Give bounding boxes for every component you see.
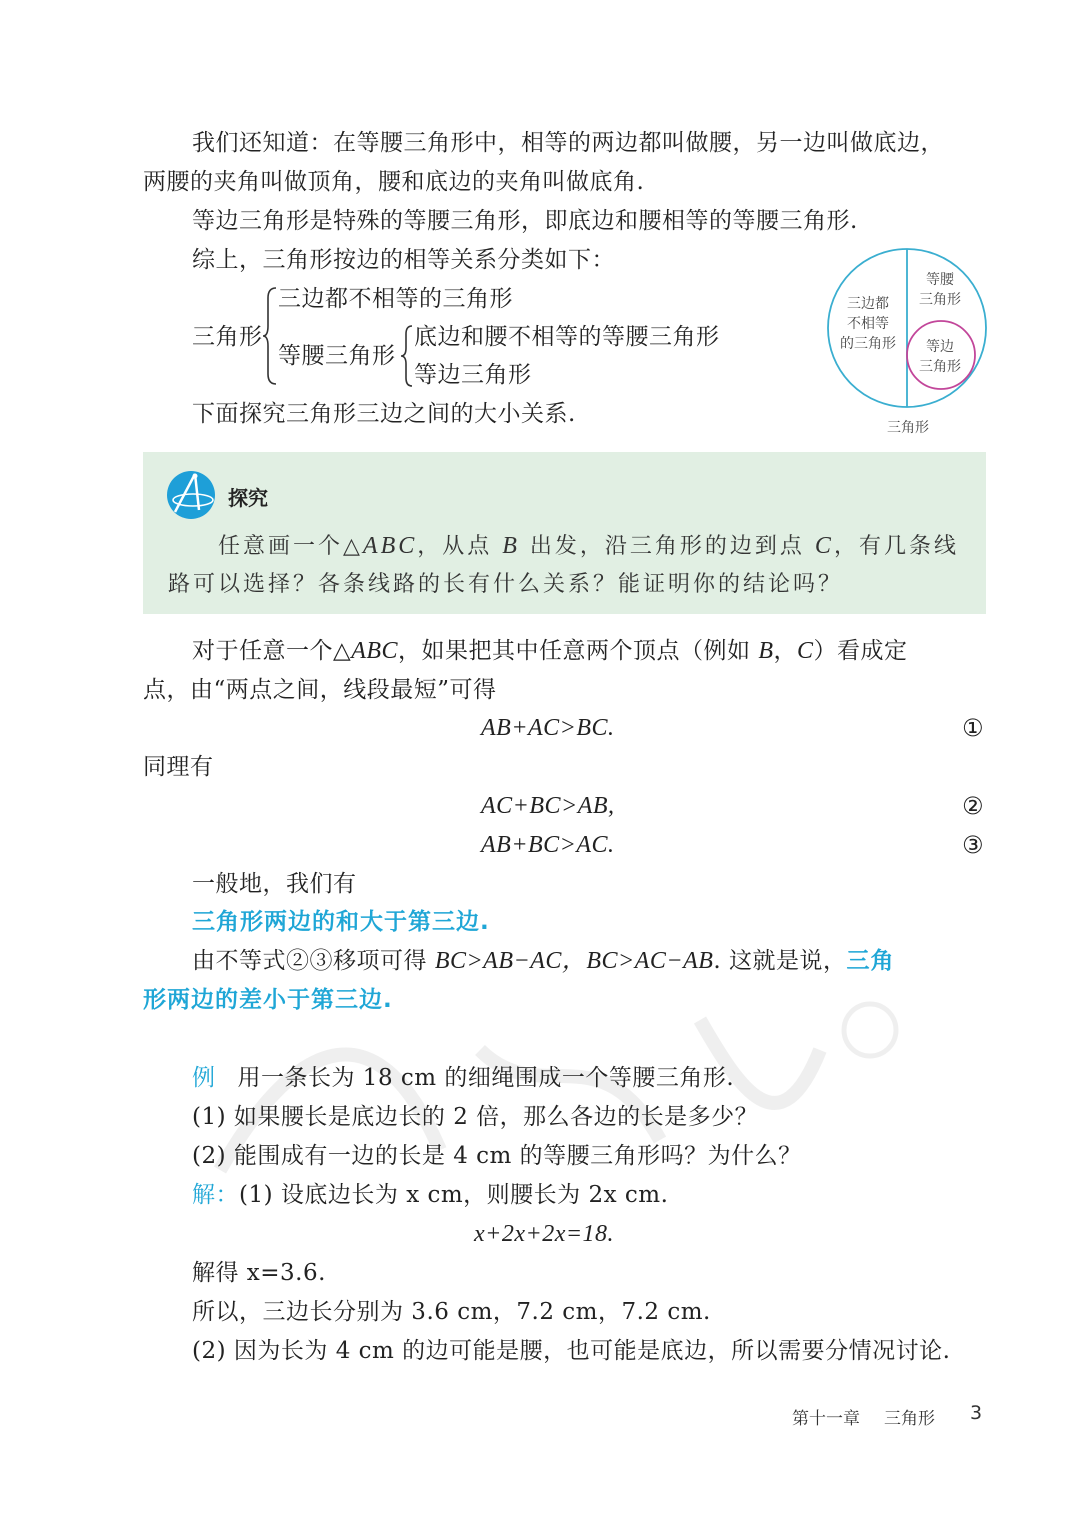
equation-number: ① <box>962 714 984 742</box>
venn-label-scalene: 三边都 不相等 的三角形 <box>840 296 896 352</box>
theorem-sum: 三角形两边的和大于第三边. <box>192 909 490 935</box>
brace-icon <box>262 286 278 386</box>
solution-step: 解：(1) 设底边长为 x cm，则腰长为 2x cm. <box>192 1182 669 1208</box>
venn-caption: 三角形 <box>887 420 929 436</box>
classification-intro: 综上，三角形按边的相等关系分类如下： <box>192 247 615 273</box>
footer-chapter-title: 三角形 <box>884 1409 935 1429</box>
intro-paragraph-line: 两腰的夹角叫做顶角，腰和底边的夹角叫做底角. <box>143 169 645 195</box>
example-question-1: (1) 如果腰长是底边长的 2 倍，那么各边的长是多少？ <box>192 1104 759 1130</box>
example-statement: 例 用一条长为 18 cm 的细绳围成一个等腰三角形. <box>192 1065 735 1091</box>
classification-root: 三角形 <box>192 324 263 350</box>
inequality-1: AB+AC>BC. <box>481 715 615 741</box>
theorem-difference: 形两边的差小于第三边. <box>143 987 393 1013</box>
transition-text: 下面探究三角形三边之间的大小关系. <box>192 401 576 427</box>
explore-question-line: 路可以选择？各条线路的长有什么关系？能证明你的结论吗？ <box>168 572 844 597</box>
explore-title: 探究 <box>228 486 268 510</box>
classification-isosceles-non-equilateral: 底边和腰不相等的等腰三角形 <box>414 324 720 350</box>
compass-icon <box>165 470 217 520</box>
solution-step: 解得 x=3.6. <box>192 1260 326 1286</box>
equilateral-definition: 等边三角形是特殊的等腰三角形，即底边和腰相等的等腰三角形. <box>192 208 858 234</box>
venn-label-equilateral: 等边 三角形 <box>919 339 961 375</box>
explore-question-line: 任意画一个△ABC，从点 B 出发，沿三角形的边到点 C，有几条线 <box>218 533 959 559</box>
proof-text: 点，由“两点之间，线段最短”可得 <box>143 677 497 703</box>
page-number: 3 <box>970 1402 983 1424</box>
solution-step: (2) 因为长为 4 cm 的边可能是腰，也可能是底边，所以需要分情况讨论. <box>192 1338 951 1364</box>
venn-label-isosceles: 等腰 三角形 <box>919 272 961 308</box>
brace-icon <box>400 324 414 388</box>
inequality-3: AB+BC>AC. <box>481 832 615 858</box>
proof-text: 由不等式②③移项可得 BC>AB−AC，BC>AC−AB. 这就是说，三角 <box>192 948 895 974</box>
solution-equation: x+2x+2x=18. <box>474 1221 615 1247</box>
inequality-2: AC+BC>AB, <box>481 793 615 819</box>
proof-text: 同理有 <box>143 754 214 780</box>
classification-scalene: 三边都不相等的三角形 <box>278 286 513 312</box>
equation-number: ③ <box>962 831 984 859</box>
classification-isosceles: 等腰三角形 <box>278 343 396 369</box>
proof-text: 对于任意一个△ABC，如果把其中任意两个顶点（例如 B，C）看成定 <box>192 638 908 664</box>
equation-number: ② <box>962 792 984 820</box>
classification-equilateral: 等边三角形 <box>414 362 532 388</box>
footer-chapter: 第十一章 <box>792 1409 860 1429</box>
intro-paragraph-line: 我们还知道：在等腰三角形中，相等的两边都叫做腰，另一边叫做底边， <box>192 130 944 156</box>
solution-step: 所以，三边长分别为 3.6 cm，7.2 cm，7.2 cm. <box>192 1299 711 1325</box>
example-question-2: (2) 能围成有一边的长是 4 cm 的等腰三角形吗？为什么？ <box>192 1143 802 1169</box>
example-label: 例 <box>192 1065 216 1091</box>
solution-label: 解： <box>192 1182 239 1208</box>
proof-text: 一般地，我们有 <box>192 871 357 897</box>
